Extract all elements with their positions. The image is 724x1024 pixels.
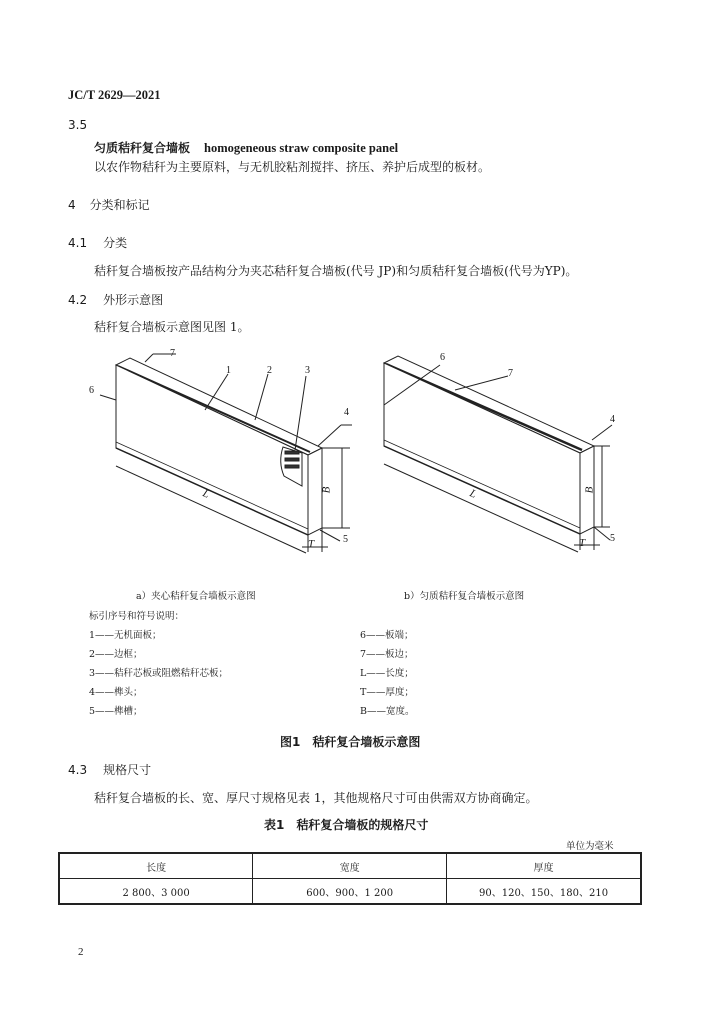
table-row [59, 879, 641, 905]
figure-1-caption: 图1 秸秆复合墙板示意图 [280, 735, 421, 749]
left-panel-drawing [100, 354, 352, 553]
right-panel-drawing [384, 356, 612, 552]
section-4-1-number: 4.1 [68, 236, 88, 250]
right-label-4: 4 [610, 414, 615, 425]
legend-item: L——长度； [360, 668, 414, 679]
left-label-6: 6 [89, 385, 94, 396]
right-label-6: 6 [440, 352, 445, 363]
left-label-4: 4 [344, 407, 349, 418]
section-4-1-title: 分类 [103, 236, 128, 250]
left-label-1: 1 [226, 365, 231, 376]
cell-thickness: 90、120、150、180、210 [447, 879, 641, 905]
left-label-7: 7 [170, 348, 175, 359]
legend-title: 标引序号和符号说明： [89, 611, 185, 622]
section-4-2-text: 秸秆复合墙板示意图见图 1。 [94, 320, 250, 334]
table-1-title: 表1 秸秆复合墙板的规格尺寸 [264, 818, 429, 832]
legend-item: 1——无机面板； [89, 630, 162, 641]
legend-item: T——厚度； [360, 687, 414, 698]
right-dim-L: L [467, 487, 479, 501]
term-definition: 以农作物秸秆为主要原料，与无机胶粘剂搅拌、挤压、养护后成型的板材。 [94, 160, 491, 174]
left-dim-T: T [308, 538, 315, 550]
cell-width: 600、900、1 200 [253, 879, 447, 905]
right-dim-T: T [579, 537, 586, 549]
legend-item: 5——榫槽； [89, 706, 143, 717]
left-dim-B: B [320, 486, 333, 494]
legend-item: 4——榫头； [89, 687, 143, 698]
left-label-2: 2 [267, 365, 272, 376]
right-dim-B: B [583, 486, 596, 494]
section-4-3-number: 4.3 [68, 763, 88, 777]
term-chinese: 匀质秸秆复合墙板 [94, 141, 191, 155]
section-4-3-text: 秸秆复合墙板的长、宽、厚尺寸规格见表 1，其他规格尺寸可由供需双方协商确定。 [94, 791, 538, 805]
legend-item: B——宽度。 [360, 706, 415, 717]
cell-length: 2 800、3 000 [59, 879, 253, 905]
term-english: homogeneous straw composite panel [204, 141, 399, 155]
section-3-5-number: 3.5 [68, 118, 88, 132]
header-thickness: 厚度 [447, 853, 641, 879]
left-label-3: 3 [305, 365, 310, 376]
right-subcaption: b）匀质秸秆复合墙板示意图 [404, 591, 525, 602]
section-4-number: 4 [68, 198, 76, 212]
legend-item: 6——板端； [360, 630, 414, 641]
table-header-row [59, 853, 641, 879]
section-4-3-heading [68, 761, 151, 778]
spec-table [58, 852, 642, 905]
left-subcaption: a）夹心秸秆复合墙板示意图 [136, 591, 256, 602]
page-number: 2 [78, 946, 84, 958]
section-4-3-title: 规格尺寸 [103, 763, 152, 777]
right-label-5: 5 [610, 533, 615, 544]
legend-item: 2——边框； [89, 649, 143, 660]
header-width: 宽度 [253, 853, 447, 879]
left-label-5: 5 [343, 534, 348, 545]
section-4-2-title: 外形示意图 [103, 293, 164, 307]
legend-item: 3——秸秆芯板或阻燃秸秆芯板； [89, 668, 229, 679]
legend-item: 7——板边； [360, 649, 414, 660]
header-length: 长度 [59, 853, 253, 879]
right-label-7: 7 [508, 368, 513, 379]
section-4-2-number: 4.2 [68, 293, 88, 307]
section-4-title: 分类和标记 [89, 198, 150, 212]
table-1-unit: 单位为毫米 [566, 841, 614, 852]
left-dim-L: L [200, 487, 212, 501]
section-4-1-text: 秸秆复合墙板按产品结构分为夹芯秸秆复合墙板(代号 JP)和匀质秸秆复合墙板(代号为YP)。 [94, 264, 578, 278]
standard-number: JC/T 2629—2021 [68, 88, 161, 102]
